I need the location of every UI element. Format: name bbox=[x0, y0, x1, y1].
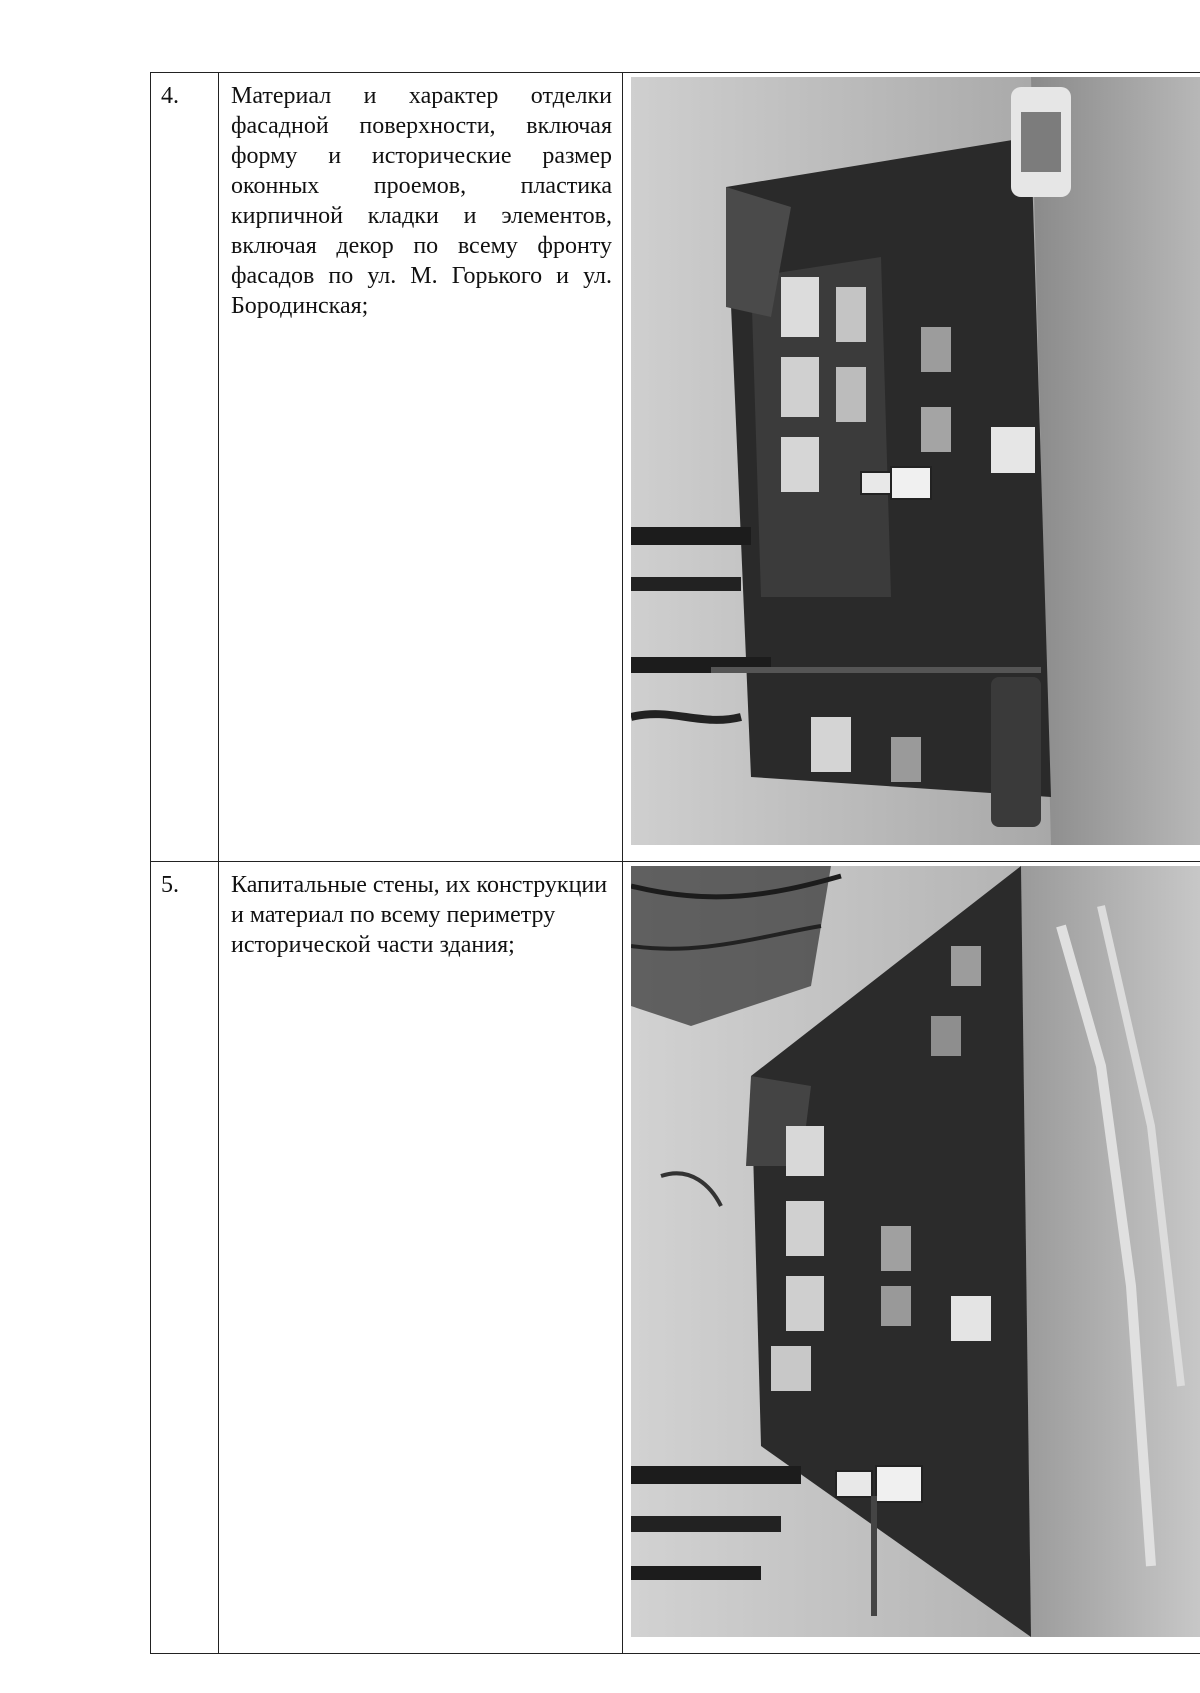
table-row bbox=[151, 862, 1200, 1654]
photo-cell bbox=[623, 73, 1200, 862]
table-row bbox=[151, 73, 1200, 862]
row-number: 5. bbox=[151, 862, 219, 1654]
description-text: Материал и характер отделки фасадной поверхности, включая форму и исторические размер оконных проемов, пластика кирпичной кладки и элементов, включая декор по всему фронту фасадов по ул. М. Горького и ул. Бородинская; bbox=[231, 83, 612, 319]
heritage-elements-table bbox=[150, 72, 1200, 1654]
row-description bbox=[219, 73, 623, 862]
photo-cell bbox=[623, 862, 1200, 1654]
building-photo-icon bbox=[631, 77, 1200, 845]
building-photo-icon bbox=[631, 866, 1200, 1637]
row-number: 4. bbox=[151, 73, 219, 862]
description-text: Капитальные стены, их конструкции и материал по всему периметру исторической части здания; bbox=[231, 872, 608, 958]
row-description bbox=[219, 862, 623, 1654]
